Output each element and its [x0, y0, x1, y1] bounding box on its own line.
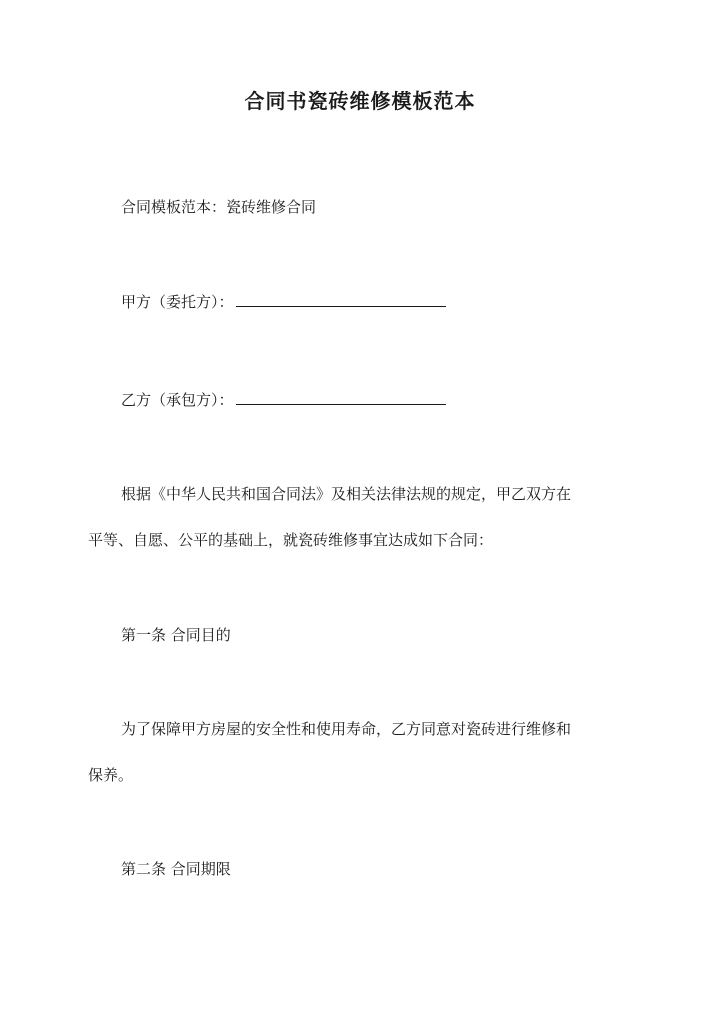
party-a-label: 甲方（委托方）： [121, 293, 234, 311]
article-1-line-1: 为了保障甲方房屋的安全性和使用寿命，乙方同意对瓷砖进行维修和 [121, 720, 572, 738]
party-a-blank [236, 292, 446, 307]
party-b-blank [236, 390, 446, 405]
preamble-line-1: 根据《中华人民共和国合同法》及相关法律法规的规定，甲乙双方在 [121, 485, 572, 503]
preamble-line-2: 平等、自愿、公平的基础上，就瓷砖维修事宜达成如下合同： [88, 531, 494, 549]
article-2-heading: 第二条 合同期限 [121, 860, 231, 878]
party-b-label: 乙方（承包方）： [121, 391, 234, 409]
party-a-line [121, 291, 446, 313]
party-b-line [121, 389, 446, 411]
document-title: 合同书瓷砖维修模板范本 [244, 89, 476, 113]
article-1-line-2: 保养。 [88, 766, 134, 784]
template-line: 合同模板范本：瓷砖维修合同 [121, 198, 317, 216]
article-1-heading: 第一条 合同目的 [121, 626, 231, 644]
